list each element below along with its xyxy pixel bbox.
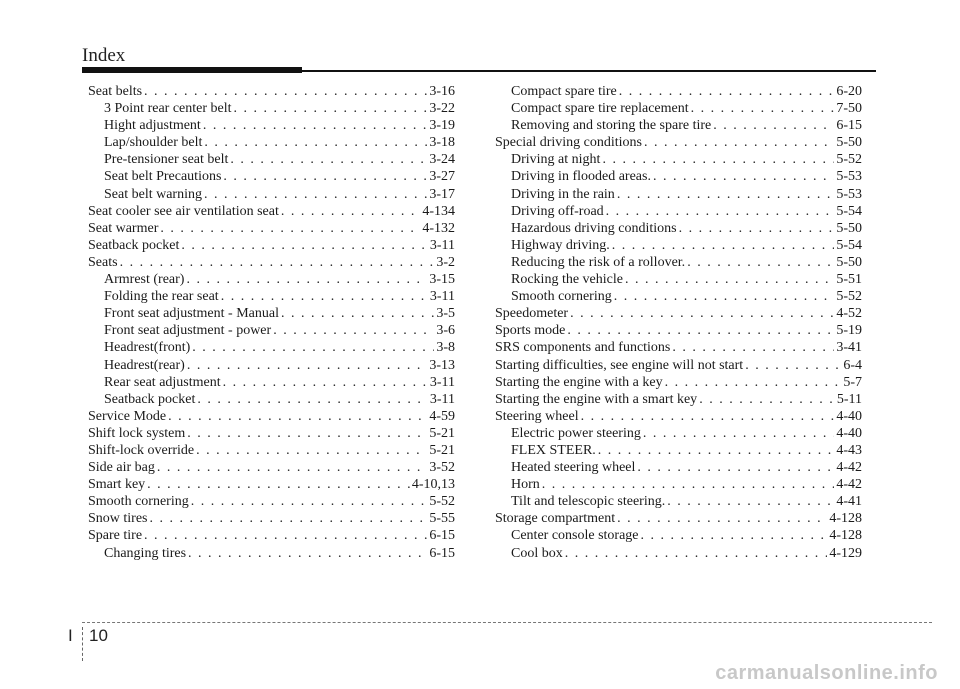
entry-term: Lap/shoulder belt	[104, 135, 203, 151]
leader-dots	[187, 357, 428, 374]
entry-term: Headrest(front)	[104, 340, 191, 356]
index-entry	[88, 220, 455, 237]
entry-term: Smooth cornering	[511, 289, 612, 305]
entry-term: 3 Point rear center belt	[104, 101, 232, 117]
index-subentry	[495, 220, 862, 237]
entry-term: Reducing the risk of a rollover.	[511, 254, 686, 270]
index-column-left	[88, 83, 455, 562]
leader-dots	[160, 220, 420, 237]
entry-term: Driving at night	[511, 152, 601, 168]
entry-page-ref: 5-21	[429, 425, 455, 441]
leader-dots	[203, 117, 428, 134]
entry-page-ref: 5-19	[836, 323, 862, 339]
leader-dots	[713, 117, 834, 134]
index-entry	[88, 203, 455, 220]
entry-page-ref: 5-7	[843, 374, 862, 390]
index-subentry	[88, 117, 455, 134]
leader-dots	[188, 545, 427, 562]
index-subentry	[495, 151, 862, 168]
entry-page-ref: 3-13	[429, 357, 455, 373]
entry-term: Service Mode	[88, 408, 167, 424]
entry-page-ref: 5-50	[836, 135, 862, 151]
index-column-right	[495, 83, 862, 562]
leader-dots	[144, 83, 427, 100]
entry-page-ref: 4-134	[422, 203, 455, 219]
entry-page-ref: 5-51	[836, 272, 862, 288]
index-entry	[495, 305, 862, 322]
index-subentry	[88, 322, 455, 339]
footer-tick	[82, 627, 83, 661]
entry-page-ref: 3-5	[436, 306, 455, 322]
index-entry	[495, 339, 862, 356]
leader-dots	[144, 527, 427, 544]
leader-dots	[181, 237, 427, 254]
leader-dots	[157, 459, 427, 476]
index-subentry	[495, 271, 862, 288]
entry-term: Cool box	[511, 545, 563, 561]
entry-page-ref: 5-50	[836, 220, 862, 236]
leader-dots	[230, 151, 427, 168]
entry-term: FLEX STEER.	[511, 442, 596, 458]
entry-page-ref: 4-59	[429, 408, 455, 424]
entry-term: Speedometer	[495, 306, 569, 322]
leader-dots	[606, 203, 835, 220]
index-subentry	[495, 186, 862, 203]
leader-dots	[542, 476, 835, 493]
index-entry	[495, 134, 862, 151]
header-thick-rule	[82, 67, 302, 73]
entry-term: Seatback pocket	[88, 237, 180, 253]
index-subentry	[88, 151, 455, 168]
entry-page-ref: 3-41	[836, 340, 862, 356]
leader-dots	[223, 374, 428, 391]
footer-page-number: 10	[89, 626, 108, 645]
index-entry	[88, 442, 455, 459]
entry-page-ref: 5-52	[429, 494, 455, 510]
entry-page-ref: 3-11	[429, 237, 455, 253]
leader-dots	[667, 493, 834, 510]
entry-page-ref: 6-15	[429, 545, 455, 561]
index-subentry	[495, 493, 862, 510]
entry-page-ref: 5-50	[836, 254, 862, 270]
entry-page-ref: 3-19	[429, 118, 455, 134]
entry-term: Smooth cornering	[88, 494, 189, 510]
leader-dots	[221, 288, 428, 305]
index-subentry	[495, 203, 862, 220]
entry-page-ref: 4-128	[829, 528, 862, 544]
leader-dots	[192, 339, 434, 356]
entry-page-ref: 5-55	[429, 511, 455, 527]
leader-dots	[223, 168, 427, 185]
entry-term: Seatback pocket	[104, 391, 196, 407]
entry-page-ref: 5-54	[836, 237, 862, 253]
entry-page-ref: 3-16	[429, 84, 455, 99]
leader-dots	[641, 527, 828, 544]
leader-dots	[745, 357, 841, 374]
entry-term: Compact spare tire	[511, 84, 617, 99]
leader-dots	[204, 186, 427, 203]
entry-term: Front seat adjustment - power	[104, 323, 272, 339]
entry-page-ref: 6-15	[836, 118, 862, 134]
index-subentry	[88, 545, 455, 562]
entry-term: Hight adjustment	[104, 118, 201, 134]
entry-term: Seat belts	[88, 84, 143, 99]
entry-term: Driving in flooded areas.	[511, 169, 651, 185]
leader-dots	[186, 271, 427, 288]
index-entry	[495, 322, 862, 339]
index-subentry	[88, 186, 455, 203]
entry-term: Special driving conditions	[495, 135, 642, 151]
index-subentry	[495, 442, 862, 459]
entry-term: Center console storage	[511, 528, 639, 544]
leader-dots	[565, 545, 828, 562]
entry-term: Folding the rear seat	[104, 289, 219, 305]
index-subentry	[495, 237, 862, 254]
entry-term: Snow tires	[88, 511, 148, 527]
leader-dots	[672, 339, 834, 356]
index-entry	[495, 374, 862, 391]
entry-page-ref: 5-54	[836, 203, 862, 219]
leader-dots	[196, 442, 427, 459]
leader-dots	[187, 425, 427, 442]
index-entry	[88, 459, 455, 476]
index-subentry	[88, 100, 455, 117]
entry-term: Seat cooler see air ventilation seat	[88, 203, 279, 219]
entry-term: Shift-lock override	[88, 442, 195, 458]
leader-dots	[581, 408, 835, 425]
leader-dots	[147, 476, 410, 493]
index-subentry	[88, 391, 455, 408]
index-entry	[495, 408, 862, 425]
entry-term: Removing and storing the spare tire	[511, 118, 712, 134]
entry-page-ref: 3-8	[436, 340, 455, 356]
leader-dots	[150, 510, 428, 527]
entry-term: Side air bag	[88, 460, 155, 476]
entry-page-ref: 3-15	[429, 272, 455, 288]
index-entry	[88, 493, 455, 510]
index-subentry	[495, 459, 862, 476]
leader-dots	[617, 186, 835, 203]
index-entry	[88, 83, 455, 100]
entry-page-ref: 3-2	[436, 254, 455, 270]
entry-term: Steering wheel	[495, 408, 579, 424]
entry-page-ref: 3-27	[429, 169, 455, 185]
entry-page-ref: 4-42	[836, 460, 862, 476]
leader-dots	[598, 442, 835, 459]
leader-dots	[234, 100, 428, 117]
entry-page-ref: 4-128	[829, 511, 862, 527]
entry-term: Hazardous driving conditions	[511, 220, 677, 236]
index-subentry	[88, 374, 455, 391]
index-entry	[88, 408, 455, 425]
index-subentry	[88, 288, 455, 305]
entry-term: Electric power steering	[511, 425, 641, 441]
index-subentry	[495, 545, 862, 562]
entry-page-ref: 5-53	[836, 186, 862, 202]
entry-page-ref: 3-22	[429, 101, 455, 117]
entry-page-ref: 5-53	[836, 169, 862, 185]
leader-dots	[612, 237, 835, 254]
footer-divider	[82, 622, 932, 623]
entry-term: Starting difficulties, see engine will not start	[495, 357, 744, 373]
entry-page-ref: 3-11	[429, 289, 455, 305]
index-entry	[88, 425, 455, 442]
entry-term: Horn	[511, 477, 540, 493]
entry-page-ref: 5-21	[429, 442, 455, 458]
leader-dots	[570, 305, 834, 322]
entry-term: Spare tire	[88, 528, 143, 544]
index-subentry	[88, 168, 455, 185]
entry-page-ref: 4-132	[422, 220, 455, 236]
entry-page-ref: 5-52	[836, 152, 862, 168]
leader-dots	[191, 493, 428, 510]
entry-term: Headrest(rear)	[104, 357, 185, 373]
leader-dots	[617, 510, 827, 527]
entry-term: Highway driving.	[511, 237, 610, 253]
index-entry	[495, 391, 862, 408]
entry-term: Driving off-road	[511, 203, 604, 219]
leader-dots	[687, 254, 834, 271]
entry-page-ref: 3-11	[429, 374, 455, 390]
leader-dots	[699, 391, 835, 408]
entry-page-ref: 3-6	[436, 323, 455, 339]
index-subentry	[495, 476, 862, 493]
index-entry	[495, 510, 862, 527]
index-subentry	[495, 100, 862, 117]
entry-page-ref: 4-43	[836, 442, 862, 458]
leader-dots	[691, 100, 835, 117]
entry-page-ref: 4-40	[836, 408, 862, 424]
index-entry	[88, 527, 455, 544]
entry-term: Compact spare tire replacement	[511, 101, 689, 117]
entry-term: SRS components and functions	[495, 340, 671, 356]
entry-term: Seat belt warning	[104, 186, 202, 202]
entry-page-ref: 4-10,13	[411, 477, 455, 493]
leader-dots	[614, 288, 835, 305]
leader-dots	[653, 168, 834, 185]
entry-page-ref: 5-11	[836, 391, 862, 407]
leader-dots	[643, 425, 835, 442]
entry-page-ref: 6-15	[429, 528, 455, 544]
entry-term: Shift lock system	[88, 425, 186, 441]
leader-dots	[679, 220, 835, 237]
index-subentry	[88, 134, 455, 151]
watermark-text: carmanualsonline.info	[715, 662, 938, 684]
entry-term: Pre-tensioner seat belt	[104, 152, 229, 168]
index-subentry	[495, 83, 862, 100]
entry-page-ref: 3-52	[429, 460, 455, 476]
entry-term: Seats	[88, 254, 118, 270]
entry-term: Storage compartment	[495, 511, 616, 527]
entry-term: Seat belt Precautions	[104, 169, 222, 185]
leader-dots	[619, 83, 835, 100]
entry-term: Heated steering wheel	[511, 460, 636, 476]
index-subentry	[88, 339, 455, 356]
leader-dots	[625, 271, 834, 288]
leader-dots	[204, 134, 427, 151]
index-subentry	[495, 288, 862, 305]
entry-page-ref: 7-50	[836, 101, 862, 117]
entry-page-ref: 5-52	[836, 289, 862, 305]
index-entry	[88, 510, 455, 527]
entry-term: Starting the engine with a smart key	[495, 391, 698, 407]
entry-term: Smart key	[88, 477, 146, 493]
entry-term: Front seat adjustment - Manual	[104, 306, 279, 322]
entry-page-ref: 6-4	[843, 357, 862, 373]
leader-dots	[637, 459, 834, 476]
leader-dots	[281, 203, 420, 220]
entry-page-ref: 4-40	[836, 425, 862, 441]
entry-term: Sports mode	[495, 323, 566, 339]
entry-term: Tilt and telescopic steering.	[511, 494, 666, 510]
entry-term: Rear seat adjustment	[104, 374, 221, 390]
index-entry	[88, 476, 455, 493]
index-subentry	[495, 117, 862, 134]
leader-dots	[644, 134, 834, 151]
leader-dots	[197, 391, 427, 408]
entry-term: Changing tires	[104, 545, 187, 561]
index-subentry	[88, 271, 455, 288]
leader-dots	[281, 305, 434, 322]
index-subentry	[495, 425, 862, 442]
leader-dots	[665, 374, 842, 391]
entry-term: Starting the engine with a key	[495, 374, 663, 390]
entry-term: Rocking the vehicle	[511, 272, 623, 288]
entry-page-ref: 4-42	[836, 477, 862, 493]
index-subentry	[495, 168, 862, 185]
leader-dots	[273, 322, 434, 339]
leader-dots	[567, 322, 834, 339]
leader-dots	[168, 408, 427, 425]
page-title: Index	[82, 45, 126, 66]
entry-page-ref: 6-20	[836, 84, 862, 99]
entry-term: Armrest (rear)	[104, 272, 185, 288]
footer-section-letter: I	[68, 626, 73, 645]
leader-dots	[602, 151, 834, 168]
entry-page-ref: 4-129	[829, 545, 862, 561]
index-subentry	[88, 357, 455, 374]
entry-term: Seat warmer	[88, 220, 159, 236]
header-thin-rule	[300, 70, 876, 72]
entry-page-ref: 3-11	[429, 391, 455, 407]
index-entry	[495, 357, 862, 374]
entry-page-ref: 4-41	[836, 494, 862, 510]
index-subentry	[88, 305, 455, 322]
entry-page-ref: 3-24	[429, 152, 455, 168]
index-subentry	[495, 254, 862, 271]
index-entry	[88, 254, 455, 271]
entry-page-ref: 3-18	[429, 135, 455, 151]
entry-page-ref: 3-17	[429, 186, 455, 202]
entry-page-ref: 4-52	[836, 306, 862, 322]
index-subentry	[495, 527, 862, 544]
index-entry	[88, 237, 455, 254]
leader-dots	[120, 254, 435, 271]
entry-term: Driving in the rain	[511, 186, 615, 202]
